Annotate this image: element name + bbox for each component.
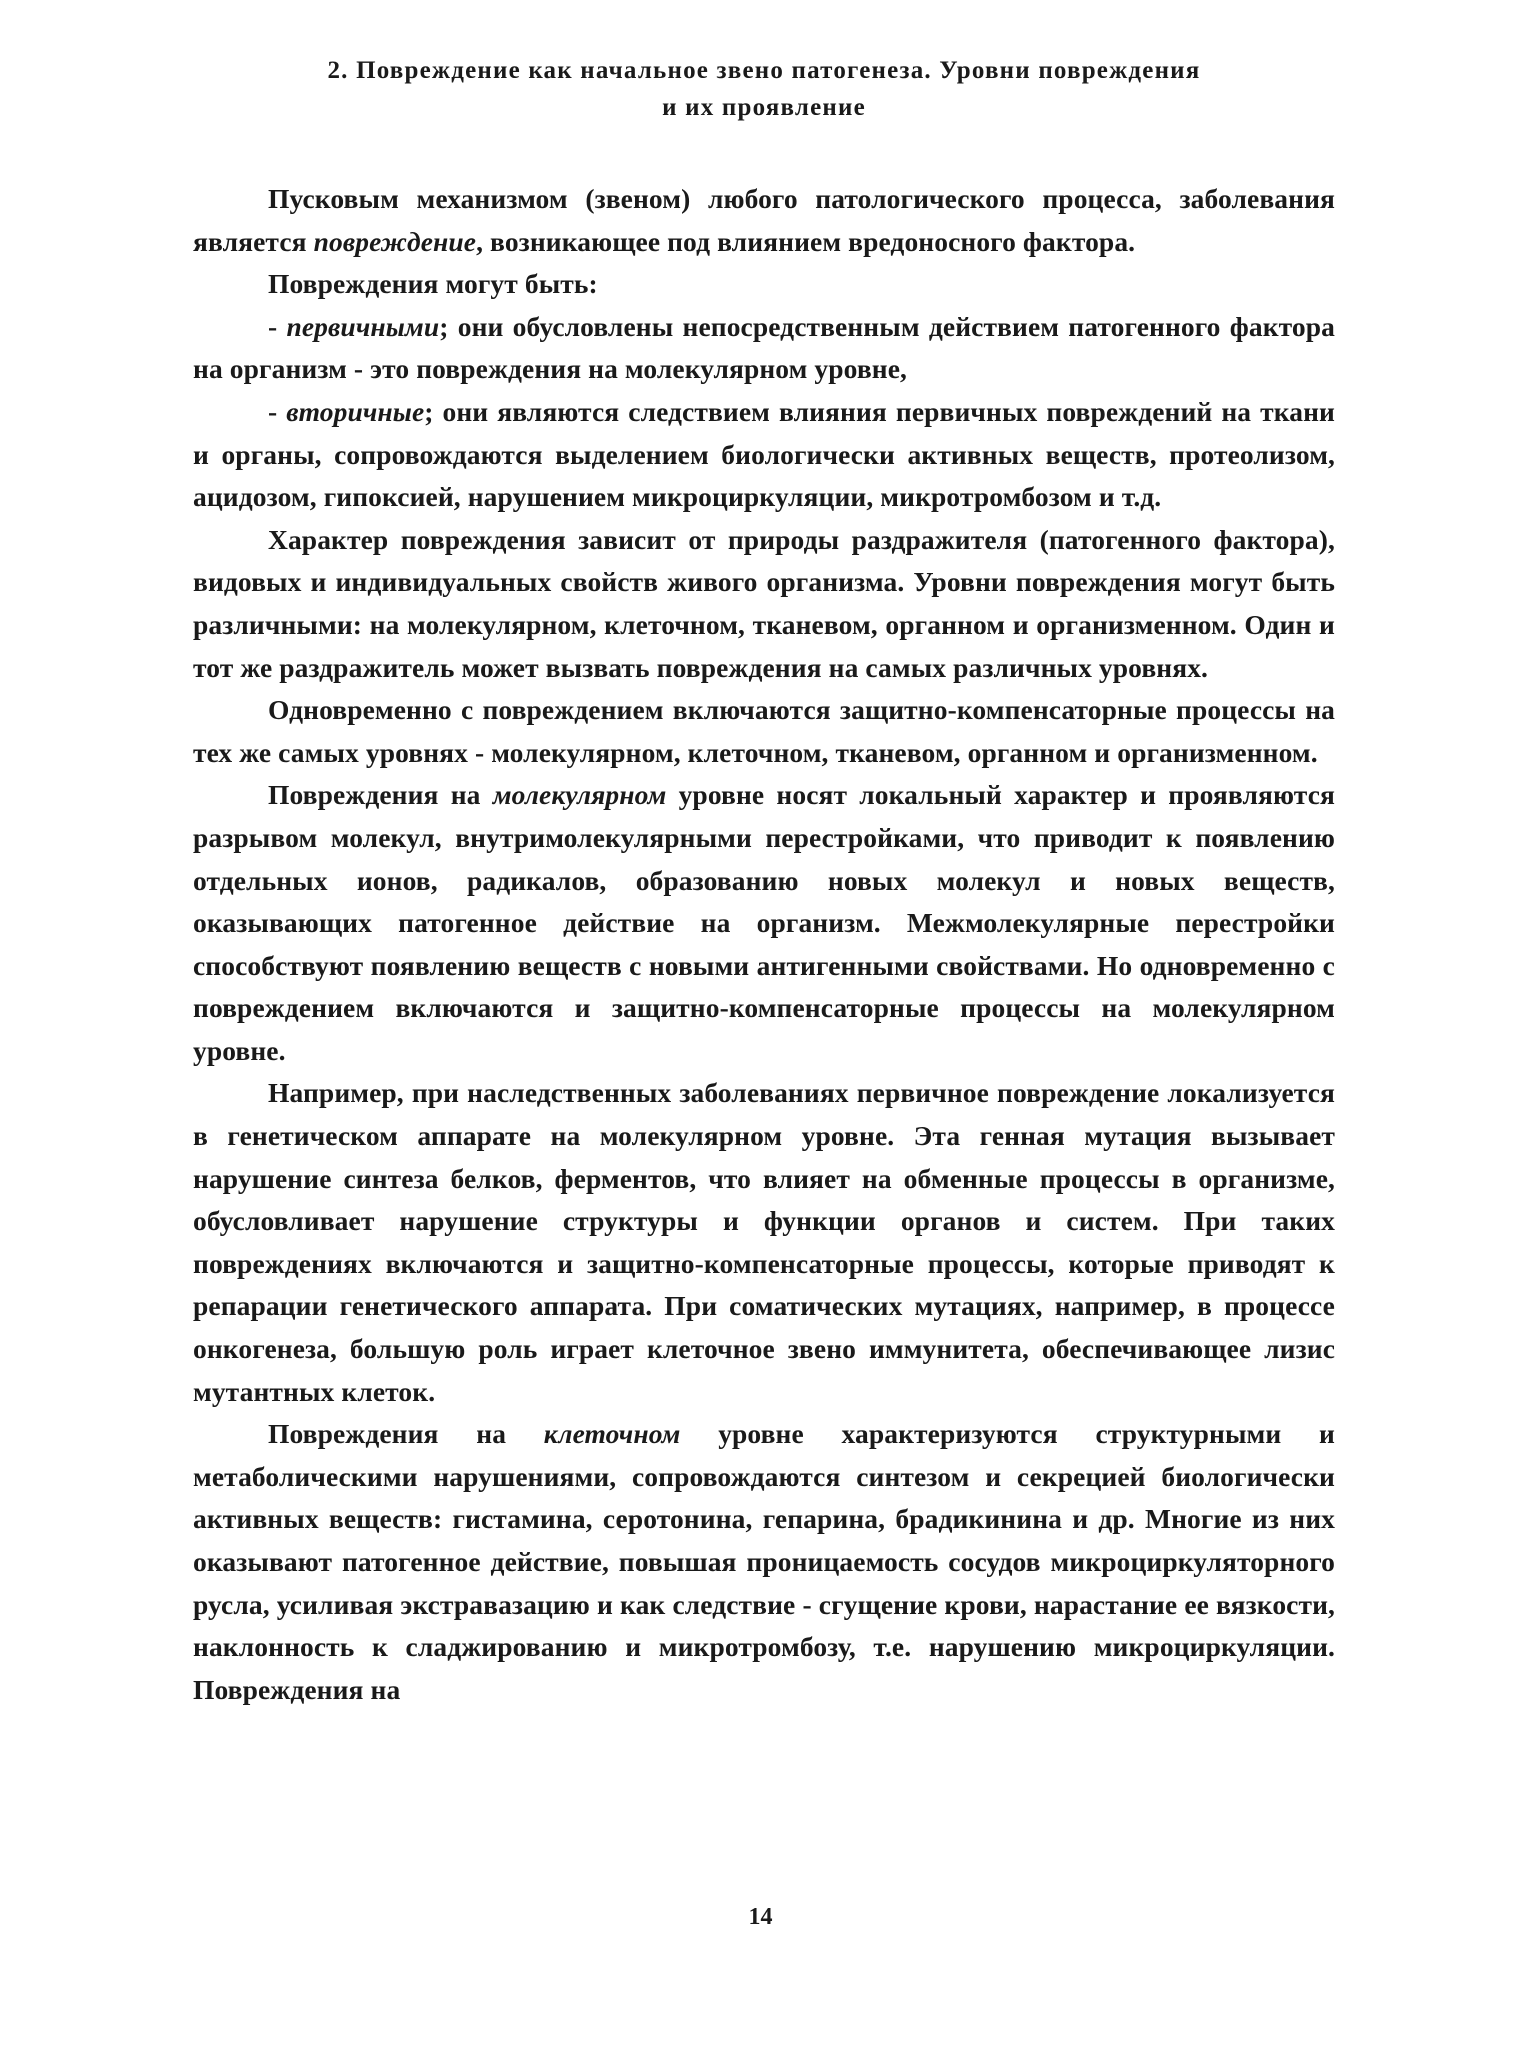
paragraph-7 bbox=[193, 774, 1335, 1072]
paragraph-emphasis: молекулярном bbox=[492, 779, 667, 811]
paragraph-text: ; они являются следствием влияния первичных повреждений на ткани и органы, сопровождаются выделением биологически активных веществ, протеолизом, ацидозом, гипоксией, нарушением микроциркуляции, микротромбозом и т.д. bbox=[193, 395, 1335, 513]
paragraph-text: уровне носят локальный характер и проявляются разрывом молекул, внутримолекулярными перестройками, что приводит к появлению отдельных ионов, радикалов, образованию новых молекул и новых веществ, оказывающих патогенное действие на организм. Межмолекулярные перестройки способствуют появлению веществ с новыми антигенными свойствами. Но одновременно с повреждением включаются и защитно-компенсаторные процессы на молекулярном уровне. bbox=[193, 779, 1335, 1066]
paragraph-text: Повреждения могут быть: bbox=[268, 268, 598, 300]
paragraph-emphasis: клеточном bbox=[543, 1418, 681, 1450]
paragraph-emphasis: первичными bbox=[286, 310, 440, 342]
page-number: 14 bbox=[748, 1904, 773, 1930]
section-heading bbox=[193, 52, 1335, 126]
paragraph-text: Пусковым механизмом (звеном) любого патологического процесса, заболевания является bbox=[193, 183, 1335, 257]
paragraph-6 bbox=[193, 689, 1335, 774]
list-dash: - bbox=[268, 310, 287, 342]
paragraph-text: Повреждения на bbox=[268, 779, 493, 811]
heading-line-2: и их проявление bbox=[662, 94, 866, 121]
paragraph-9 bbox=[193, 1413, 1335, 1711]
paragraph-text: Одновременно с повреждением включаются защитно-компенсаторные процессы на тех же самых уровнях - молекулярном, клеточном, тканевом, органном и организменном. bbox=[193, 694, 1335, 768]
paragraph-text: , возникающее под влиянием вредоносного фактора. bbox=[476, 225, 1136, 257]
paragraph-emphasis: вторичные bbox=[286, 395, 425, 427]
page-content bbox=[193, 52, 1335, 1711]
paragraph-5 bbox=[193, 519, 1335, 689]
paragraph-1 bbox=[193, 178, 1335, 263]
paragraph-text: Характер повреждения зависит от природы раздражителя (патогенного фактора), видовых и индивидуальных свойств живого организма. Уровни повреждения могут быть различными: на молекулярном, клеточном, тканевом, органном и организменном. Один и тот же раздражитель может вызвать повреждения на самых различных уровнях. bbox=[193, 523, 1335, 683]
paragraph-text: Например, при наследственных заболеваниях первичное повреждение локализуется в генетическом аппарате на молекулярном уровне. Эта генная мутация вызывает нарушение синтеза белков, ферментов, что влияет на обменные процессы в организме, обусловливает нарушение структуры и функции органов и систем. При таких повреждениях включаются и защитно-компенсаторные процессы, которые приводят к репарации генетического аппарата. При соматических мутациях, например, в процессе онкогенеза, большую роль играет клеточное звено иммунитета, обеспечивающее лизис мутантных клеток. bbox=[193, 1077, 1335, 1407]
paragraph-8 bbox=[193, 1072, 1335, 1413]
paragraph-2 bbox=[193, 263, 1335, 306]
list-dash: - bbox=[268, 395, 287, 427]
paragraph-emphasis: повреждение bbox=[313, 225, 477, 257]
list-item-secondary bbox=[193, 391, 1335, 519]
paragraph-text: ; они обусловлены непосредственным действием патогенного фактора на организм - это повреждения на молекулярном уровне, bbox=[193, 310, 1335, 385]
paragraph-text: Повреждения на bbox=[268, 1418, 544, 1450]
heading-line-1: 2. Повреждение как начальное звено патогенеза. Уровни повреждения bbox=[327, 57, 1201, 84]
list-item-primary bbox=[193, 306, 1335, 391]
paragraph-text: уровне характеризуются структурными и метаболическими нарушениями, сопровождаются синтезом и секрецией биологически активных веществ: гистамина, серотонина, гепарина, брадикинина и др. Многие из них оказывают патогенное действие, повышая проницаемость сосудов микроциркуляторного русла, усиливая экстравазацию и как следствие - сгущение крови, нарастание ее вязкости, наклонность к сладжированию и микротромбозу, т.е. нарушению микроциркуляции. Повреждения на bbox=[193, 1418, 1335, 1705]
